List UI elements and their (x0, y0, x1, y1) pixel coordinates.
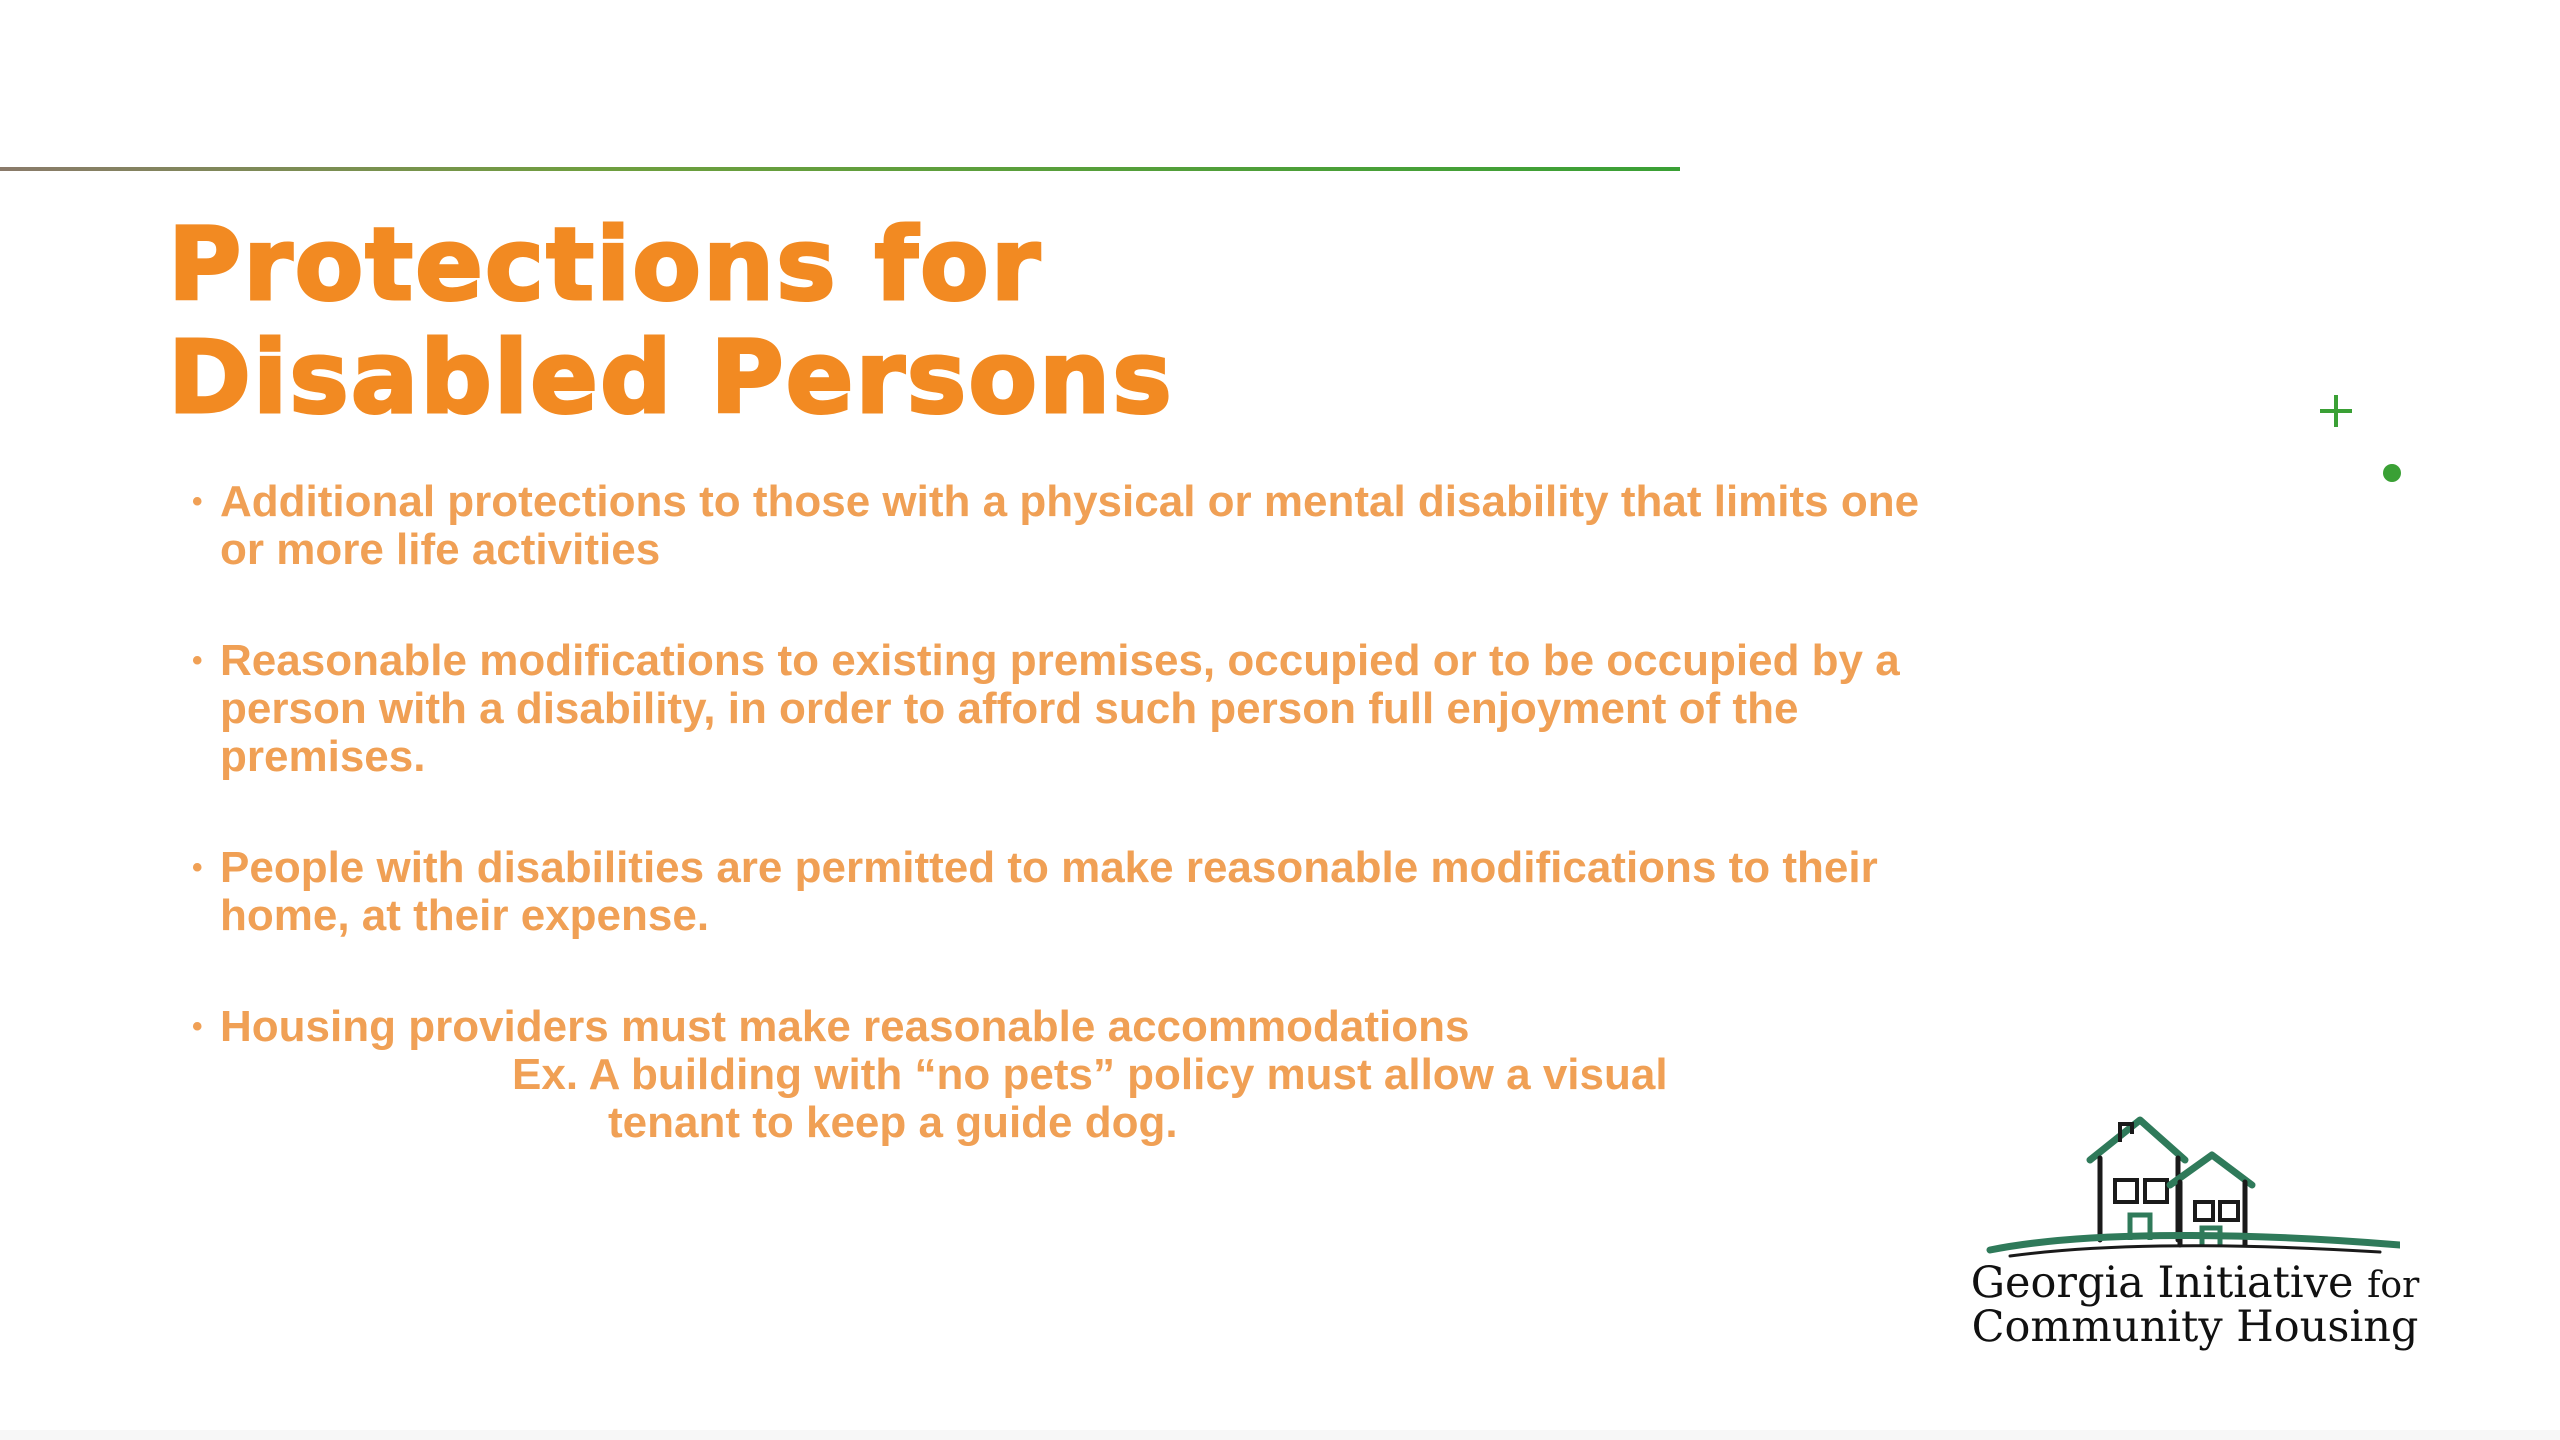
logo-text-small: for (2367, 1265, 2420, 1306)
bullet-dot: • (192, 851, 203, 884)
slide-title-line-1: Protections for (168, 206, 1043, 323)
bullet-list (192, 478, 2192, 1210)
bullet-text-line: Housing providers must make reasonable accommodations (220, 1002, 1470, 1051)
example-text-line: Ex. A building with “no pets” policy must allow a visual (512, 1050, 1668, 1099)
logo-text-main: Georgia Initiative (1970, 1258, 2354, 1308)
bullet-text-line: Additional protections to those with a physical or mental disability that limits one (220, 477, 1920, 526)
bullet-text-line: person with a disability, in order to afford such person full enjoyment of the (220, 684, 1799, 733)
bullet-item (192, 844, 2192, 940)
bullet-text-line: People with disabilities are permitted to make reasonable modifications to their (220, 843, 1878, 892)
logo-text-line-2: Community Housing (1971, 1302, 2419, 1352)
slide-title (168, 208, 1174, 434)
title-divider (0, 167, 1680, 171)
dot-icon (2383, 464, 2401, 482)
bullet-text-line: premises. (220, 732, 426, 781)
bullet-item (192, 478, 2192, 574)
bullet-text-line: or more life activities (220, 525, 661, 574)
bullet-dot: • (192, 485, 203, 518)
houses-icon (1980, 1110, 2400, 1275)
bottom-band (0, 1430, 2560, 1440)
bullet-item (192, 637, 2192, 781)
bullet-dot: • (192, 644, 203, 677)
example-block (220, 1051, 2192, 1147)
bullet-item (192, 1003, 2192, 1147)
bullet-dot: • (192, 1010, 203, 1043)
organization-logo (1960, 1110, 2430, 1360)
slide-title-line-2: Disabled Persons (168, 319, 1174, 436)
bullet-text-line: home, at their expense. (220, 891, 710, 940)
plus-icon (2318, 393, 2354, 429)
bullet-text-line: Reasonable modifications to existing premises, occupied or to be occupied by a (220, 636, 1900, 685)
example-text-line: tenant to keep a guide dog. (608, 1098, 1178, 1147)
